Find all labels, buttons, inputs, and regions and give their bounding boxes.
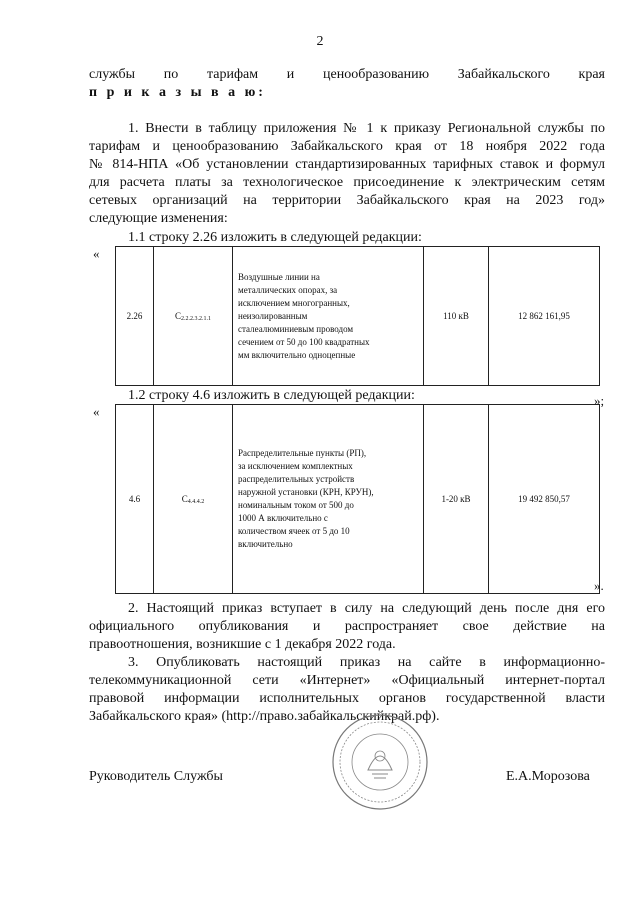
row-code-main: С	[181, 493, 188, 504]
row-description	[233, 405, 424, 594]
row-code-main: С	[174, 310, 181, 321]
page-number: 2	[316, 34, 324, 49]
sub2-open-quote: «	[93, 404, 100, 419]
row-rate: 12 862 161,95	[489, 247, 600, 386]
row-table-2-26	[115, 246, 600, 386]
desc-line: Распределительные пункты (РП),	[238, 448, 367, 458]
item1-line-1: 1. Внести в таблицу приложения № 1 к приказу Региональной службы по	[128, 121, 605, 136]
item1-line-3: № 814-НПА «Об установлении стандартизированных тарифных ставок и формул	[89, 157, 605, 172]
row-code	[154, 247, 233, 386]
desc-line: металлических опорах, за	[238, 284, 338, 295]
row-voltage: 1-20 кВ	[424, 405, 489, 594]
desc-line: номинальным током от 500 до	[238, 500, 354, 510]
row-code	[154, 405, 233, 594]
item3-line-3: правовой информации исполнительных органов государственной власти	[89, 691, 605, 706]
row-code-sub: 2.2.2.3.2.1.1	[181, 315, 211, 322]
signature-position: Руководитель Службы	[89, 769, 223, 784]
sub2-close-quote: ».	[594, 578, 604, 593]
desc-line: неизолированным	[238, 310, 308, 321]
item1-line-6: следующие изменения:	[89, 211, 228, 226]
item1-line-4: для расчета платы за технологическое присоединение к электрическим сетям	[89, 175, 605, 190]
desc-line: наружной установки (КРН, КРУН),	[238, 487, 374, 497]
row-table-4-6	[115, 404, 600, 594]
desc-line: сечением от 50 до 100 квадратных	[238, 336, 370, 347]
row-description	[233, 247, 424, 386]
desc-line: 1000 А включительно с	[238, 513, 328, 523]
desc-line: исключением многогранных,	[238, 297, 350, 308]
item2-line-3: правоотношения, возникшие с 1 декабря 2022 года.	[89, 637, 396, 652]
sub1-heading: 1.1 строку 2.26 изложить в следующей редакции:	[128, 230, 422, 245]
row-code-sub: 4.4.4.2	[187, 498, 205, 505]
table-row	[116, 247, 600, 386]
item3-line-2: телекоммуникационной сети «Интернет» «Официальный интернет-портал	[89, 673, 605, 688]
row-rate: 19 492 850,57	[489, 405, 600, 594]
sub2-heading: 1.2 строку 4.6 изложить в следующей редакции:	[128, 388, 415, 403]
item3-line-4: Забайкальского края» (http://право.забайкальскийкрай.рф).	[89, 709, 440, 724]
intro-line-1: службы по тарифам и ценообразованию Забайкальского края	[89, 67, 605, 82]
sub1-close-quote: »;	[594, 393, 605, 408]
sub1-open-quote: «	[93, 246, 100, 261]
desc-line: за исключением комплектных	[238, 461, 353, 471]
intro-line-2: п р и к а з ы в а ю:	[89, 85, 266, 100]
item2-line-1: 2. Настоящий приказ вступает в силу на следующий день после дня его	[128, 601, 605, 616]
row-number: 2.26	[116, 247, 154, 386]
desc-line: количеством ячеек от 5 до 10	[238, 526, 350, 536]
desc-line: Воздушные линии на	[238, 271, 320, 282]
item2-line-2: официального опубликования и распространяет свое действие на	[89, 619, 605, 634]
item1-line-2: тарифам и ценообразованию Забайкальского края от 18 ноября 2022 года	[89, 139, 605, 154]
desc-line: сталеалюминиевым проводом	[238, 323, 354, 334]
desc-line: включительно	[238, 539, 293, 549]
row-number: 4.6	[116, 405, 154, 594]
item1-line-5: сетевых организаций на территории Забайкальского края на 2023 год»	[89, 193, 605, 208]
signature-name: Е.А.Морозова	[506, 769, 590, 784]
desc-line: распределительных устройств	[238, 474, 355, 484]
item3-line-1: 3. Опубликовать настоящий приказ на сайте в информационно-	[128, 655, 605, 670]
table-row	[116, 405, 600, 594]
desc-line: мм включительно одноцепные	[238, 349, 356, 360]
row-voltage: 110 кВ	[424, 247, 489, 386]
official-seal-icon	[330, 712, 430, 812]
